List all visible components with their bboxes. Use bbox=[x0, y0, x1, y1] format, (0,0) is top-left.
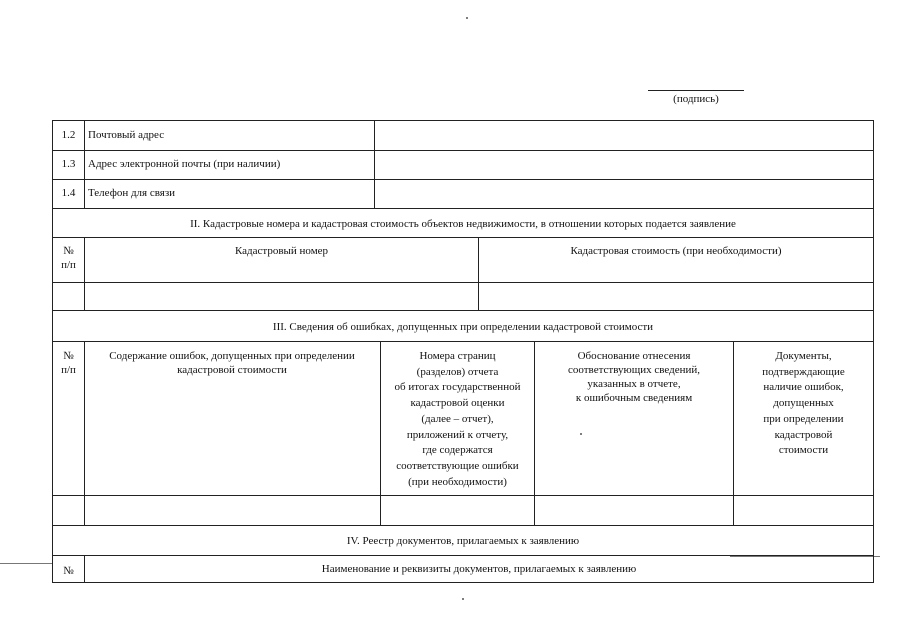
documents-name-header: Наименование и реквизиты документов, прилагаемых к заявлению bbox=[321, 563, 637, 575]
email-field[interactable] bbox=[375, 151, 873, 179]
section-2-title: II. Кадастровые номера и кадастровая стоимость объектов недвижимости, в отношении которых подается заявление bbox=[190, 218, 736, 230]
supporting-documents-cell[interactable] bbox=[734, 496, 873, 525]
justification-header: Обоснование отнесения соответствующих сведений, указанных в отчете, к ошибочным сведениям bbox=[568, 350, 700, 404]
error-content-header: Содержание ошибок, допущенных при определении кадастровой стоимости bbox=[109, 350, 355, 376]
row-number: 1.4 bbox=[61, 187, 76, 199]
email-label: Адрес электронной почты (при наличии) bbox=[88, 158, 281, 170]
row-number: 1.3 bbox=[61, 158, 76, 170]
section-3-title: III. Сведения об ошибках, допущенных при определении кадастровой стоимости bbox=[272, 321, 654, 333]
row-divider bbox=[52, 525, 874, 526]
phone-label: Телефон для связи bbox=[88, 187, 176, 199]
signature-line bbox=[648, 90, 744, 91]
signature-label: (подпись) bbox=[673, 93, 719, 105]
postal-address-field[interactable] bbox=[375, 121, 873, 150]
row-divider bbox=[52, 208, 874, 209]
scan-speck bbox=[462, 598, 464, 600]
col-divider bbox=[84, 120, 85, 208]
scan-speck bbox=[466, 17, 468, 19]
error-content-cell[interactable] bbox=[85, 496, 380, 525]
row-number: 1.2 bbox=[61, 129, 76, 141]
cadastral-value-cell[interactable] bbox=[479, 283, 873, 310]
phone-field[interactable] bbox=[375, 180, 873, 208]
section-4-num-header: № bbox=[63, 565, 74, 577]
row-divider bbox=[52, 310, 874, 311]
scan-artifact-line bbox=[0, 563, 52, 564]
report-pages-cell[interactable] bbox=[381, 496, 534, 525]
postal-address-label: Почтовый адрес bbox=[88, 129, 165, 141]
cadastral-number-header: Кадастровый номер bbox=[234, 245, 329, 257]
report-pages-header: Номера страниц (разделов) отчета об итогах государственной кадастровой оценки (далее – отчет), приложений к отчету, где содержатся соответствующие ошибки (при необходимости) bbox=[394, 350, 521, 488]
row-divider bbox=[52, 341, 874, 342]
cadastral-value-header: Кадастровая стоимость (при необходимости) bbox=[570, 245, 782, 257]
cadastral-number-cell[interactable] bbox=[85, 283, 478, 310]
row-divider bbox=[52, 237, 874, 238]
justification-cell[interactable] bbox=[535, 496, 733, 525]
row-divider bbox=[52, 555, 874, 556]
section-2-num-header: № п/п bbox=[61, 245, 76, 271]
section-4-title: IV. Реестр документов, прилагаемых к заявлению bbox=[346, 535, 580, 547]
supporting-documents-header: Документы, подтверждающие наличие ошибок, допущенных при определении кадастровой стоимости bbox=[762, 350, 845, 457]
section-3-num-header: № п/п bbox=[61, 350, 76, 376]
